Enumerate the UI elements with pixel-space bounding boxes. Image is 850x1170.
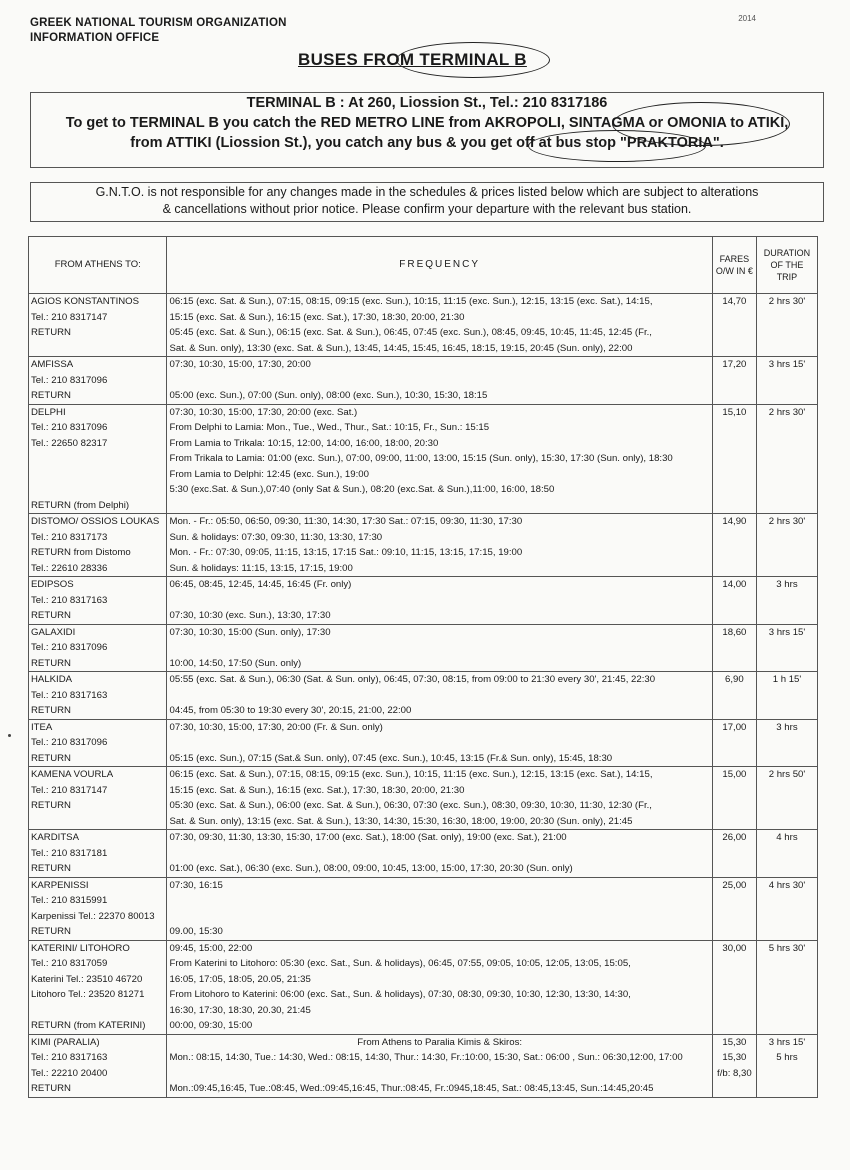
- fare-value: 30,00: [722, 942, 747, 954]
- scan-speck: [8, 734, 11, 737]
- destination-line: Katerini Tel.: 23510 46720: [31, 973, 143, 985]
- destination-line: ITEA: [31, 721, 53, 733]
- fare-value: 15,00: [722, 769, 747, 780]
- frequency-line: [169, 593, 709, 609]
- destination-cell: [29, 294, 167, 357]
- duration-value: 4 hrs 30': [768, 879, 806, 891]
- frequency-line: 10:00, 14:50, 17:50 (Sun. only): [169, 657, 302, 669]
- frequency-line: 09.00, 15:30: [169, 926, 223, 937]
- duration-value: 4 hrs: [776, 832, 798, 843]
- destination-line: Tel.: 210 8317147: [31, 784, 108, 796]
- frequency-line: [169, 373, 709, 389]
- schedule-table: [28, 236, 818, 1098]
- frequency-line: Sun. & holidays: 11:15, 13:15, 17:15, 19:00: [169, 562, 353, 574]
- frequency-line: [169, 735, 709, 751]
- frequency-cell: [167, 1034, 712, 1097]
- frequency-cell: [167, 294, 712, 357]
- destination-line: Tel.: 210 8317173: [31, 531, 108, 543]
- frequency-line: 06:15 (exc. Sat. & Sun.), 07:15, 08:15, 09:15 (exc. Sun.), 10:15, 11:15 (exc. Sun.), 12:15, 13:15 (exc. Sat.), 14:15,: [169, 769, 653, 780]
- frequency-cell: [167, 940, 712, 1034]
- terminal-info-box: [30, 92, 824, 168]
- frequency-line: [169, 1066, 709, 1082]
- frequency-line: 01:00 (exc. Sat.), 06:30 (exc. Sun.), 08:00, 09:00, 10:45, 13:00, 15:00, 17:30, 20:30 (Sun. only): [169, 863, 573, 874]
- destination-cell: [29, 404, 167, 514]
- frequency-line: 07:30, 10:30, 15:00 (Sun. only), 17:30: [169, 626, 331, 638]
- duration-value: 5 hrs 30': [768, 942, 806, 954]
- duration-cell: [756, 877, 817, 940]
- destination-line: RETURN: [31, 390, 71, 401]
- frequency-line: 16:30, 17:30, 18:30, 20.30, 21:45: [169, 1004, 311, 1016]
- fare-value: 18,60: [722, 626, 747, 638]
- directions-line-2: from ATTIKI (Liossion St.), you catch any bus & you get off at bus stop "PRAKTORIA".: [130, 135, 724, 151]
- frequency-line: [169, 688, 709, 704]
- header-frequency: FREQUENCY: [167, 237, 712, 294]
- frequency-line: From Lamia to Trikala: 10:15, 12:00, 14:00, 16:00, 18:00, 20:30: [169, 437, 439, 449]
- fare-value: 17,00: [722, 721, 747, 733]
- fare-value: 6,90: [725, 674, 744, 685]
- destination-line: KAMENA VOURLA: [31, 769, 114, 780]
- destination-line: Tel.: 210 8315991: [31, 895, 108, 906]
- frequency-line: From Trikala to Lamia: 01:00 (exc. Sun.), 07:00, 09:00, 11:00, 13:00, 15:15 (Sun. only), 15:30, 17:30 (Sun. only), 18:30: [169, 453, 673, 464]
- duration-value: 1 h 15': [772, 674, 802, 685]
- destination-line: Tel.: 210 8317059: [31, 958, 108, 969]
- destination-line: Tel.: 210 8317163: [31, 689, 108, 701]
- frequency-line: Sat. & Sun. only), 13:30 (exc. Sat. & Sun.), 13:45, 14:45, 15:45, 16:45, 18:15, 19:15, 20:45 (Sun. only), 22:00: [169, 342, 633, 354]
- fare-value: 17,20: [722, 359, 747, 370]
- frequency-line: From Katerini to Litohoro: 05:30 (exc. Sat., Sun. & holidays), 06:45, 07:55, 09:05, 10:05, 12:05, 13:05, 15:05,: [169, 958, 631, 969]
- frequency-cell: [167, 404, 712, 514]
- destination-line: [31, 451, 164, 467]
- duration-cell: [756, 577, 817, 625]
- frequency-line: Mon. - Fr.: 05:50, 06:50, 09:30, 11:30, 14:30, 17:30 Sat.: 07:15, 09:30, 11:30, 17:30: [169, 516, 523, 527]
- header-from-athens: FROM ATHENS TO:: [29, 237, 167, 294]
- fare-value: f/b: 8,30: [717, 1067, 752, 1079]
- header-fares-line1: FARES: [719, 254, 750, 264]
- table-row: [29, 877, 818, 940]
- handwritten-circle-title: [396, 42, 550, 78]
- duration-value: 3 hrs 15': [768, 1036, 806, 1048]
- frequency-line: 16:05, 17:05, 18:05, 20.05, 21:35: [169, 973, 311, 985]
- fare-cell: [712, 877, 756, 940]
- frequency-cell: [167, 719, 712, 767]
- frequency-cell: [167, 624, 712, 672]
- destination-line: Tel.: 210 8317096: [31, 422, 108, 433]
- fare-value: 14,70: [722, 296, 747, 307]
- destination-line: RETURN: [31, 657, 71, 669]
- frequency-line: 00:00, 09:30, 15:00: [169, 1020, 253, 1031]
- destination-line: DELPHI: [31, 406, 66, 418]
- table-row: [29, 767, 818, 830]
- fare-cell: [712, 514, 756, 577]
- duration-value: 2 hrs 30': [768, 406, 806, 418]
- destination-line: RETURN: [31, 752, 71, 764]
- frequency-line: Sat. & Sun. only), 13:15 (exc. Sat. & Sun.), 13:30, 14:30, 15:30, 16:30, 18:00, 19:00, 20:30 (Sun. only), 21:45: [169, 815, 633, 827]
- table-row: [29, 357, 818, 405]
- frequency-cell: [167, 357, 712, 405]
- fare-value: 15,10: [722, 406, 747, 418]
- destination-line: KARPENISSI: [31, 879, 89, 891]
- org-name: GREEK NATIONAL TOURISM ORGANIZATION: [30, 17, 287, 29]
- fare-cell: [712, 294, 756, 357]
- frequency-line: 07:30, 10:30, 15:00, 17:30, 20:00: [169, 359, 311, 370]
- header-duration-line1: DURATION: [763, 248, 811, 258]
- year-label: 2014: [738, 14, 756, 23]
- duration-value: 5 hrs: [776, 1052, 798, 1063]
- table-row: [29, 577, 818, 625]
- duration-value: 2 hrs 50': [768, 769, 806, 780]
- duration-value: 3 hrs: [776, 721, 798, 733]
- destination-line: RETURN: [31, 863, 71, 874]
- destination-line: AMFISSA: [31, 359, 74, 370]
- destination-line: Tel.: 22610 28336: [31, 562, 108, 574]
- fare-cell: [712, 830, 756, 878]
- destination-line: AGIOS KONSTANTINOS: [31, 296, 140, 307]
- frequency-cell: [167, 577, 712, 625]
- destination-line: RETURN: [31, 327, 71, 338]
- header-duration: [756, 237, 817, 294]
- destination-line: RETURN (from KATERINI): [31, 1020, 146, 1031]
- fare-cell: [712, 357, 756, 405]
- table-row: [29, 294, 818, 357]
- frequency-title: From Athens to Paralia Kimis & Skiros:: [357, 1036, 523, 1048]
- destination-line: [31, 467, 164, 483]
- destination-line: RETURN (from Delphi): [31, 499, 130, 511]
- destination-line: Tel.: 210 8317147: [31, 311, 108, 323]
- frequency-line: Sun. & holidays: 07:30, 09:30, 11:30, 13:30, 17:30: [169, 531, 383, 543]
- header-duration-line3: TRIP: [776, 272, 798, 282]
- duration-cell: [756, 404, 817, 514]
- frequency-line: 06:15 (exc. Sat. & Sun.), 07:15, 08:15, 09:15 (exc. Sun.), 10:15, 11:15 (exc. Sun.), 12:15, 13:15 (exc. Sat.), 14:15,: [169, 296, 653, 307]
- destination-line: Tel.: 210 8317163: [31, 594, 108, 606]
- duration-cell: [756, 672, 817, 720]
- frequency-line: 05:45 (exc. Sat. & Sun.), 06:15 (exc. Sat. & Sun.), 06:45, 07:45 (exc. Sun.), 08:45, 09:45, 10:45, 11:45, 12:45 (Fr.,: [169, 327, 652, 338]
- office-name: INFORMATION OFFICE: [30, 32, 160, 44]
- frequency-line: From Lamia to Delphi: 12:45 (exc. Sun.), 19:00: [169, 468, 369, 480]
- frequency-line: 07:30, 10:30 (exc. Sun.), 13:30, 17:30: [169, 610, 331, 621]
- destination-line: EDIPSOS: [31, 579, 74, 590]
- destination-line: RETURN: [31, 800, 71, 811]
- fare-cell: [712, 672, 756, 720]
- directions-line-1: To get to TERMINAL B you catch the RED METRO LINE from AKROPOLI, SINTAGMA or OMONIA to ATIKI,: [65, 115, 789, 131]
- table-row: [29, 514, 818, 577]
- frequency-line: 04:45, from 05:30 to 19:30 every 30', 20:15, 21:00, 22:00: [169, 705, 412, 716]
- table-row: [29, 830, 818, 878]
- header-duration-line2: OF THE: [770, 260, 804, 270]
- destination-cell: [29, 577, 167, 625]
- fare-value: 26,00: [722, 832, 747, 843]
- frequency-line: [169, 909, 709, 925]
- fare-cell: [712, 624, 756, 672]
- table-row: [29, 1034, 818, 1097]
- frequency-line: 15:15 (exc. Sat. & Sun.), 16:15 (exc. Sat.), 17:30, 18:30, 20:00, 21:30: [169, 311, 465, 323]
- destination-cell: [29, 830, 167, 878]
- frequency-line: 07:30, 10:30, 15:00, 17:30, 20:00 (exc. Sat.): [169, 406, 358, 418]
- frequency-line: 15:15 (exc. Sat. & Sun.), 16:15 (exc. Sat.), 17:30, 18:30, 20:00, 21:30: [169, 784, 465, 796]
- frequency-line: 05:00 (exc. Sun.), 07:00 (Sun. only), 08:00 (exc. Sun.), 10:30, 15:30, 18:15: [169, 390, 488, 401]
- destination-line: Litohoro Tel.: 23520 81271: [31, 989, 145, 1000]
- table-row: [29, 940, 818, 1034]
- destination-line: DISTOMO/ OSSIOS LOUKAS: [31, 516, 160, 527]
- fare-cell: [712, 404, 756, 514]
- destination-line: GALAXIDI: [31, 626, 76, 638]
- duration-cell: [756, 294, 817, 357]
- fare-cell: [712, 719, 756, 767]
- destination-cell: [29, 719, 167, 767]
- destination-line: Tel.: 210 8317096: [31, 642, 108, 653]
- duration-value: 2 hrs 30': [768, 516, 806, 527]
- frequency-line: [169, 893, 709, 909]
- fare-value: 15,30: [722, 1052, 747, 1063]
- duration-cell: [756, 624, 817, 672]
- fare-cell: [712, 767, 756, 830]
- destination-line: RETURN: [31, 610, 71, 621]
- frequency-line: [169, 846, 709, 862]
- table-header-row: [29, 237, 818, 294]
- header-fares: [712, 237, 756, 294]
- frequency-cell: [167, 514, 712, 577]
- disclaimer-line-1: G.N.T.O. is not responsible for any changes made in the schedules & prices listed below which are subject to alterations: [95, 185, 759, 199]
- fare-value: 25,00: [722, 879, 747, 891]
- duration-value: 3 hrs: [776, 579, 798, 590]
- frequency-line: 07:30, 09:30, 11:30, 13:30, 15:30, 17:00 (exc. Sat.), 18:00 (Sat. only), 19:00 (exc. Sat.), 21:00: [169, 832, 567, 843]
- page-title: BUSES FROM TERMINAL B: [298, 50, 527, 69]
- organization-header: [30, 16, 287, 46]
- header-fares-line2: O/W IN €: [715, 266, 753, 276]
- duration-cell: [756, 767, 817, 830]
- disclaimer-line-2: & cancellations without prior notice. Please confirm your departure with the relevant bus station.: [162, 202, 692, 216]
- fare-cell: [712, 1034, 756, 1097]
- destination-line: Tel.: 210 8317096: [31, 737, 108, 748]
- frequency-line: Mon.: 08:15, 14:30, Tue.: 14:30, Wed.: 08:15, 14:30, Thur.: 14:30, Fr.:10:00, 15:30, Sat.: 06:00 , Sun.: 06:30,12:00, 17:00: [169, 1052, 683, 1063]
- destination-line: Karpenissi Tel.: 22370 80013: [31, 910, 155, 922]
- frequency-line: 09:45, 15:00, 22:00: [169, 942, 253, 954]
- duration-value: 3 hrs 15': [768, 359, 806, 370]
- frequency-line: Mon.:09:45,16:45, Tue.:08:45, Wed.:09:45,16:45, Thur.:08:45, Fr.:0945,18:45, Sat.: 08:45,13:45, Sun.:14:45,20:45: [169, 1083, 654, 1094]
- disclaimer-box: [30, 182, 824, 222]
- destination-line: [31, 1003, 164, 1019]
- destination-cell: [29, 767, 167, 830]
- table-row: [29, 624, 818, 672]
- fare-value: 14,90: [722, 516, 747, 527]
- destination-line: Tel.: 22650 82317: [31, 437, 108, 449]
- terminal-address: TERMINAL B : At 260, Liossion St., Tel.: 210 8317186: [246, 95, 608, 111]
- destination-cell: [29, 877, 167, 940]
- destination-line: KATERINI/ LITOHORO: [31, 942, 130, 954]
- duration-value: 2 hrs 30': [768, 296, 806, 307]
- destination-line: RETURN from Distomo: [31, 547, 131, 558]
- frequency-line: 5:30 (exc.Sat. & Sun.),07:40 (only Sat & Sun.), 08:20 (exc.Sat. & Sun.),11:00, 16:00, 18:50: [169, 484, 555, 495]
- destination-cell: [29, 1034, 167, 1097]
- duration-cell: [756, 830, 817, 878]
- destination-line: Tel.: 22210 20400: [31, 1067, 108, 1079]
- duration-cell: [756, 1034, 817, 1097]
- duration-cell: [756, 940, 817, 1034]
- table-row: [29, 719, 818, 767]
- destination-cell: [29, 940, 167, 1034]
- destination-cell: [29, 672, 167, 720]
- destination-cell: [29, 357, 167, 405]
- frequency-cell: [167, 877, 712, 940]
- fare-value: 14,00: [722, 579, 747, 590]
- destination-cell: [29, 514, 167, 577]
- destination-line: RETURN: [31, 705, 71, 716]
- frequency-line: Mon. - Fr.: 07:30, 09:05, 11:15, 13:15, 17:15 Sat.: 09:10, 11:15, 13:15, 17:15, 19:00: [169, 547, 523, 558]
- frequency-line: 05:15 (exc. Sun.), 07:15 (Sat.& Sun. only), 07:45 (exc. Sun.), 10:45, 13:15 (Fr.& Sun. only), 15:45, 18:30: [169, 752, 613, 764]
- destination-line: KARDITSA: [31, 832, 79, 843]
- destination-line: Tel.: 210 8317181: [31, 847, 108, 859]
- frequency-line: 07:30, 10:30, 15:00, 17:30, 20:00 (Fr. & Sun. only): [169, 721, 383, 733]
- fare-cell: [712, 577, 756, 625]
- duration-value: 3 hrs 15': [768, 626, 806, 638]
- destination-line: [31, 482, 164, 498]
- destination-cell: [29, 624, 167, 672]
- destination-line: RETURN: [31, 926, 71, 937]
- frequency-line: 06:45, 08:45, 12:45, 14:45, 16:45 (Fr. only): [169, 579, 352, 590]
- frequency-line: 05:30 (exc. Sat. & Sun.), 06:00 (exc. Sat. & Sun.), 06:30, 07:30 (exc. Sun.), 08:30, 09:30, 10:30, 11:30, 12:30 (Fr.,: [169, 800, 652, 811]
- frequency-cell: [167, 767, 712, 830]
- duration-cell: [756, 514, 817, 577]
- schedule-body: [29, 294, 818, 1098]
- duration-cell: [756, 719, 817, 767]
- table-row: [29, 672, 818, 720]
- frequency-line: From Litohoro to Katerini: 06:00 (exc. Sat., Sun. & holidays), 07:30, 08:30, 09:30, 10:30, 12:30, 13:30, 14:30,: [169, 989, 631, 1000]
- duration-cell: [756, 357, 817, 405]
- frequency-line: 05:55 (exc. Sat. & Sun.), 06:30 (Sat. & Sun. only), 06:45, 07:30, 08:15, from 09:00 to 21:30 every 30', 21:45, 22:30: [169, 674, 656, 685]
- destination-line: HALKIDA: [31, 674, 73, 685]
- fare-value: 15,30: [722, 1036, 747, 1048]
- destination-line: RETURN: [31, 1083, 71, 1094]
- frequency-cell: [167, 672, 712, 720]
- fare-cell: [712, 940, 756, 1034]
- table-row: [29, 404, 818, 514]
- destination-line: Tel.: 210 8317096: [31, 374, 108, 386]
- frequency-line: From Delphi to Lamia: Mon., Tue., Wed., Thur., Sat.: 10:15, Fr., Sun.: 15:15: [169, 422, 490, 433]
- frequency-cell: [167, 830, 712, 878]
- frequency-line: [169, 640, 709, 656]
- destination-line: Tel.: 210 8317163: [31, 1052, 108, 1063]
- frequency-line: 07:30, 16:15: [169, 879, 223, 891]
- destination-line: KIMI (PARALIA): [31, 1036, 100, 1048]
